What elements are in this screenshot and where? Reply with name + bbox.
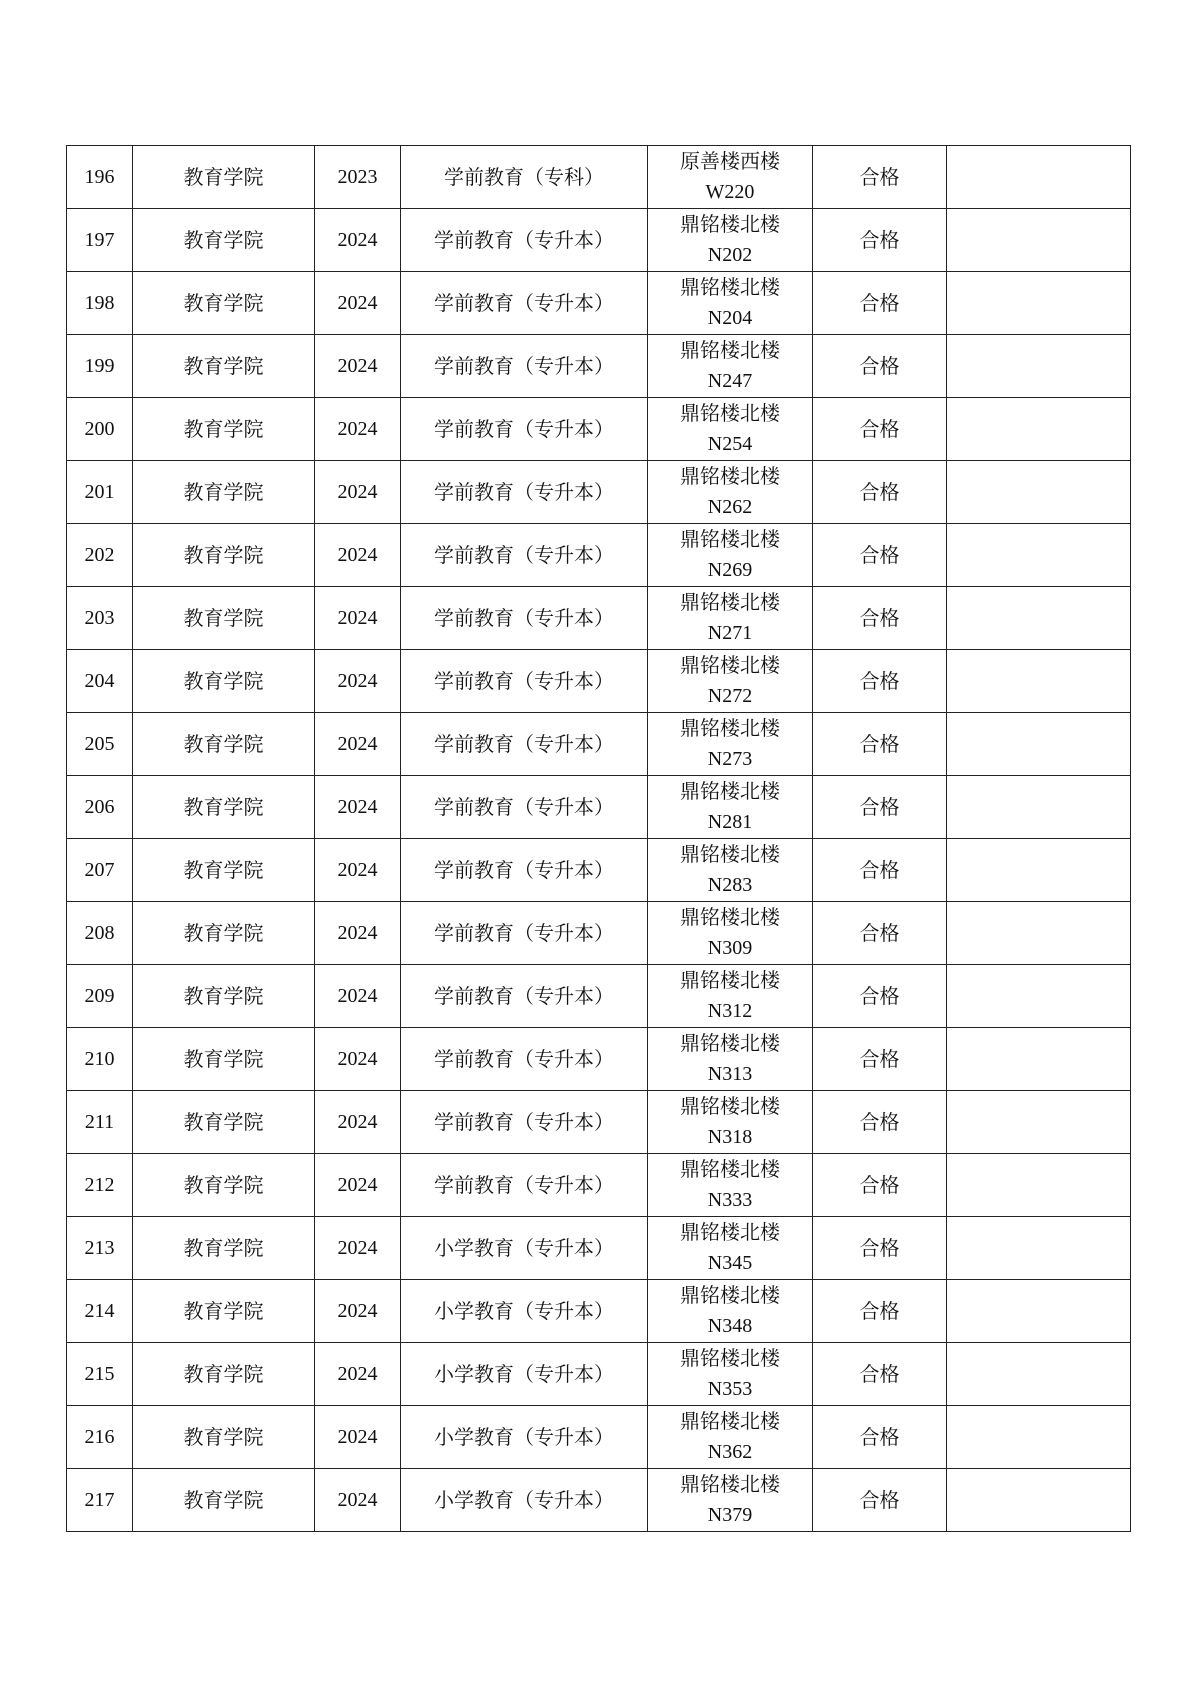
college-cell: 教育学院: [133, 1406, 315, 1469]
college-cell: 教育学院: [133, 1154, 315, 1217]
room-number: N345: [707, 1252, 753, 1274]
college-cell: 教育学院: [133, 524, 315, 587]
year-cell: 2024: [315, 398, 401, 461]
major-cell: 学前教育（专升本）: [401, 650, 648, 713]
result-cell: 合格: [813, 776, 947, 839]
year-cell: 2024: [315, 776, 401, 839]
note-cell: [947, 1154, 1131, 1217]
location-cell: [648, 1469, 813, 1532]
college-cell: 教育学院: [133, 1469, 315, 1532]
room-number: N353: [707, 1378, 753, 1400]
major-cell: 学前教育（专科）: [401, 146, 648, 209]
year-cell: 2024: [315, 902, 401, 965]
room-number: N271: [707, 622, 753, 644]
building-name: 鼎铭楼北楼: [680, 1157, 780, 1181]
room-number: N202: [707, 244, 753, 266]
major-cell: 小学教育（专升本）: [401, 1217, 648, 1280]
table-row: [67, 146, 1131, 209]
location-cell: [648, 776, 813, 839]
major-cell: 小学教育（专升本）: [401, 1280, 648, 1343]
table-row: [67, 461, 1131, 524]
major-cell: 小学教育（专升本）: [401, 1469, 648, 1532]
result-cell: 合格: [813, 587, 947, 650]
building-name: 鼎铭楼北楼: [680, 338, 780, 362]
table-row: [67, 1154, 1131, 1217]
table-row: [67, 1343, 1131, 1406]
year-cell: 2024: [315, 1280, 401, 1343]
table-row: [67, 965, 1131, 1028]
row-number-cell: 203: [67, 587, 133, 650]
year-cell: 2024: [315, 1469, 401, 1532]
result-cell: 合格: [813, 1217, 947, 1280]
room-number: N247: [707, 370, 753, 392]
location-cell: [648, 1091, 813, 1154]
row-number-cell: 216: [67, 1406, 133, 1469]
room-number: N312: [707, 1000, 753, 1022]
table-row: [67, 272, 1131, 335]
note-cell: [947, 902, 1131, 965]
table-row: [67, 650, 1131, 713]
location-cell: [648, 398, 813, 461]
room-number: N254: [707, 433, 753, 455]
major-cell: 学前教育（专升本）: [401, 398, 648, 461]
college-cell: 教育学院: [133, 965, 315, 1028]
major-cell: 学前教育（专升本）: [401, 713, 648, 776]
row-number-cell: 207: [67, 839, 133, 902]
building-name: 鼎铭楼北楼: [680, 1283, 780, 1307]
note-cell: [947, 398, 1131, 461]
note-cell: [947, 272, 1131, 335]
major-cell: 学前教育（专升本）: [401, 776, 648, 839]
major-cell: 学前教育（专升本）: [401, 461, 648, 524]
row-number-cell: 215: [67, 1343, 133, 1406]
college-cell: 教育学院: [133, 1091, 315, 1154]
room-number: N318: [707, 1126, 753, 1148]
note-cell: [947, 146, 1131, 209]
note-cell: [947, 1028, 1131, 1091]
row-number-cell: 212: [67, 1154, 133, 1217]
building-name: 鼎铭楼北楼: [680, 527, 780, 551]
major-cell: 小学教育（专升本）: [401, 1406, 648, 1469]
room-number: N333: [707, 1189, 753, 1211]
year-cell: 2024: [315, 1091, 401, 1154]
major-cell: 学前教育（专升本）: [401, 209, 648, 272]
room-number: N362: [707, 1441, 753, 1463]
major-cell: 学前教育（专升本）: [401, 524, 648, 587]
row-number-cell: 206: [67, 776, 133, 839]
result-cell: 合格: [813, 1280, 947, 1343]
note-cell: [947, 209, 1131, 272]
college-cell: 教育学院: [133, 902, 315, 965]
location-cell: [648, 461, 813, 524]
result-cell: 合格: [813, 461, 947, 524]
college-cell: 教育学院: [133, 146, 315, 209]
year-cell: 2024: [315, 524, 401, 587]
note-cell: [947, 1406, 1131, 1469]
note-cell: [947, 776, 1131, 839]
note-cell: [947, 587, 1131, 650]
year-cell: 2024: [315, 1343, 401, 1406]
major-cell: 学前教育（专升本）: [401, 1154, 648, 1217]
table-row: [67, 1469, 1131, 1532]
result-cell: 合格: [813, 839, 947, 902]
location-cell: [648, 713, 813, 776]
location-cell: [648, 587, 813, 650]
room-number: N379: [707, 1504, 753, 1526]
result-cell: 合格: [813, 1028, 947, 1091]
result-cell: 合格: [813, 650, 947, 713]
row-number-cell: 213: [67, 1217, 133, 1280]
note-cell: [947, 524, 1131, 587]
note-cell: [947, 650, 1131, 713]
room-number: N269: [707, 559, 753, 581]
college-cell: 教育学院: [133, 1028, 315, 1091]
row-number-cell: 208: [67, 902, 133, 965]
college-cell: 教育学院: [133, 1343, 315, 1406]
building-name: 鼎铭楼北楼: [680, 212, 780, 236]
row-number-cell: 210: [67, 1028, 133, 1091]
table-row: [67, 335, 1131, 398]
year-cell: 2024: [315, 839, 401, 902]
college-cell: 教育学院: [133, 650, 315, 713]
result-cell: 合格: [813, 713, 947, 776]
table-row: [67, 1091, 1131, 1154]
table-row: [67, 1217, 1131, 1280]
building-name: 鼎铭楼北楼: [680, 1220, 780, 1244]
year-cell: 2023: [315, 146, 401, 209]
table-row: [67, 1280, 1131, 1343]
year-cell: 2024: [315, 1028, 401, 1091]
table-body: [67, 146, 1131, 1532]
year-cell: 2024: [315, 335, 401, 398]
college-cell: 教育学院: [133, 587, 315, 650]
table-row: [67, 398, 1131, 461]
year-cell: 2024: [315, 272, 401, 335]
row-number-cell: 204: [67, 650, 133, 713]
location-cell: [648, 272, 813, 335]
building-name: 鼎铭楼北楼: [680, 401, 780, 425]
row-number-cell: 201: [67, 461, 133, 524]
location-cell: [648, 1406, 813, 1469]
building-name: 鼎铭楼北楼: [680, 590, 780, 614]
location-cell: [648, 650, 813, 713]
building-name: 鼎铭楼北楼: [680, 1031, 780, 1055]
building-name: 鼎铭楼北楼: [680, 716, 780, 740]
college-cell: 教育学院: [133, 1217, 315, 1280]
note-cell: [947, 839, 1131, 902]
college-cell: 教育学院: [133, 461, 315, 524]
result-cell: 合格: [813, 1154, 947, 1217]
note-cell: [947, 713, 1131, 776]
note-cell: [947, 1217, 1131, 1280]
note-cell: [947, 1469, 1131, 1532]
building-name: 鼎铭楼北楼: [680, 1409, 780, 1433]
table-row: [67, 902, 1131, 965]
major-cell: 小学教育（专升本）: [401, 1343, 648, 1406]
building-name: 鼎铭楼北楼: [680, 275, 780, 299]
result-cell: 合格: [813, 335, 947, 398]
room-number: W220: [705, 181, 755, 203]
row-number-cell: 202: [67, 524, 133, 587]
year-cell: 2024: [315, 650, 401, 713]
location-cell: [648, 524, 813, 587]
note-cell: [947, 1280, 1131, 1343]
table-row: [67, 776, 1131, 839]
note-cell: [947, 461, 1131, 524]
building-name: 鼎铭楼北楼: [680, 842, 780, 866]
row-number-cell: 205: [67, 713, 133, 776]
location-cell: [648, 965, 813, 1028]
location-cell: [648, 1280, 813, 1343]
note-cell: [947, 965, 1131, 1028]
building-name: 鼎铭楼北楼: [680, 653, 780, 677]
year-cell: 2024: [315, 713, 401, 776]
result-cell: 合格: [813, 902, 947, 965]
row-number-cell: 214: [67, 1280, 133, 1343]
table-row: [67, 1028, 1131, 1091]
year-cell: 2024: [315, 209, 401, 272]
building-name: 鼎铭楼北楼: [680, 779, 780, 803]
room-number: N348: [707, 1315, 753, 1337]
result-cell: 合格: [813, 1406, 947, 1469]
room-number: N309: [707, 937, 753, 959]
row-number-cell: 197: [67, 209, 133, 272]
building-name: 鼎铭楼北楼: [680, 1346, 780, 1370]
major-cell: 学前教育（专升本）: [401, 587, 648, 650]
room-number: N283: [707, 874, 753, 896]
building-name: 鼎铭楼北楼: [680, 905, 780, 929]
college-cell: 教育学院: [133, 209, 315, 272]
major-cell: 学前教育（专升本）: [401, 1091, 648, 1154]
table-row: [67, 524, 1131, 587]
room-number: N273: [707, 748, 753, 770]
result-cell: 合格: [813, 272, 947, 335]
location-cell: [648, 1343, 813, 1406]
note-cell: [947, 1343, 1131, 1406]
year-cell: 2024: [315, 1217, 401, 1280]
major-cell: 学前教育（专升本）: [401, 1028, 648, 1091]
location-cell: [648, 335, 813, 398]
table-row: [67, 1406, 1131, 1469]
room-number: N281: [707, 811, 753, 833]
building-name: 鼎铭楼北楼: [680, 1472, 780, 1496]
building-name: 鼎铭楼北楼: [680, 968, 780, 992]
college-cell: 教育学院: [133, 272, 315, 335]
table-row: [67, 713, 1131, 776]
note-cell: [947, 335, 1131, 398]
location-cell: [648, 146, 813, 209]
year-cell: 2024: [315, 1154, 401, 1217]
row-number-cell: 199: [67, 335, 133, 398]
year-cell: 2024: [315, 587, 401, 650]
table-row: [67, 839, 1131, 902]
room-number: N272: [707, 685, 753, 707]
college-cell: 教育学院: [133, 335, 315, 398]
building-name: 原善楼西楼: [680, 149, 780, 173]
room-number: N204: [707, 307, 753, 329]
major-cell: 学前教育（专升本）: [401, 335, 648, 398]
year-cell: 2024: [315, 1406, 401, 1469]
row-number-cell: 211: [67, 1091, 133, 1154]
row-number-cell: 200: [67, 398, 133, 461]
major-cell: 学前教育（专升本）: [401, 839, 648, 902]
result-cell: 合格: [813, 965, 947, 1028]
note-cell: [947, 1091, 1131, 1154]
location-cell: [648, 839, 813, 902]
building-name: 鼎铭楼北楼: [680, 1094, 780, 1118]
result-cell: 合格: [813, 146, 947, 209]
room-number: N313: [707, 1063, 753, 1085]
college-cell: 教育学院: [133, 398, 315, 461]
row-number-cell: 209: [67, 965, 133, 1028]
year-cell: 2024: [315, 965, 401, 1028]
college-cell: 教育学院: [133, 713, 315, 776]
result-cell: 合格: [813, 524, 947, 587]
result-cell: 合格: [813, 1469, 947, 1532]
year-cell: 2024: [315, 461, 401, 524]
college-cell: 教育学院: [133, 839, 315, 902]
table-row: [67, 587, 1131, 650]
location-cell: [648, 1154, 813, 1217]
row-number-cell: 217: [67, 1469, 133, 1532]
result-cell: 合格: [813, 398, 947, 461]
row-number-cell: 198: [67, 272, 133, 335]
result-cell: 合格: [813, 1091, 947, 1154]
result-cell: 合格: [813, 1343, 947, 1406]
location-cell: [648, 209, 813, 272]
row-number-cell: 196: [67, 146, 133, 209]
room-number: N262: [707, 496, 753, 518]
location-cell: [648, 1217, 813, 1280]
inspection-results-table: [66, 145, 1131, 1532]
table-row: [67, 209, 1131, 272]
location-cell: [648, 902, 813, 965]
major-cell: 学前教育（专升本）: [401, 272, 648, 335]
building-name: 鼎铭楼北楼: [680, 464, 780, 488]
college-cell: 教育学院: [133, 776, 315, 839]
major-cell: 学前教育（专升本）: [401, 965, 648, 1028]
major-cell: 学前教育（专升本）: [401, 902, 648, 965]
location-cell: [648, 1028, 813, 1091]
result-cell: 合格: [813, 209, 947, 272]
college-cell: 教育学院: [133, 1280, 315, 1343]
